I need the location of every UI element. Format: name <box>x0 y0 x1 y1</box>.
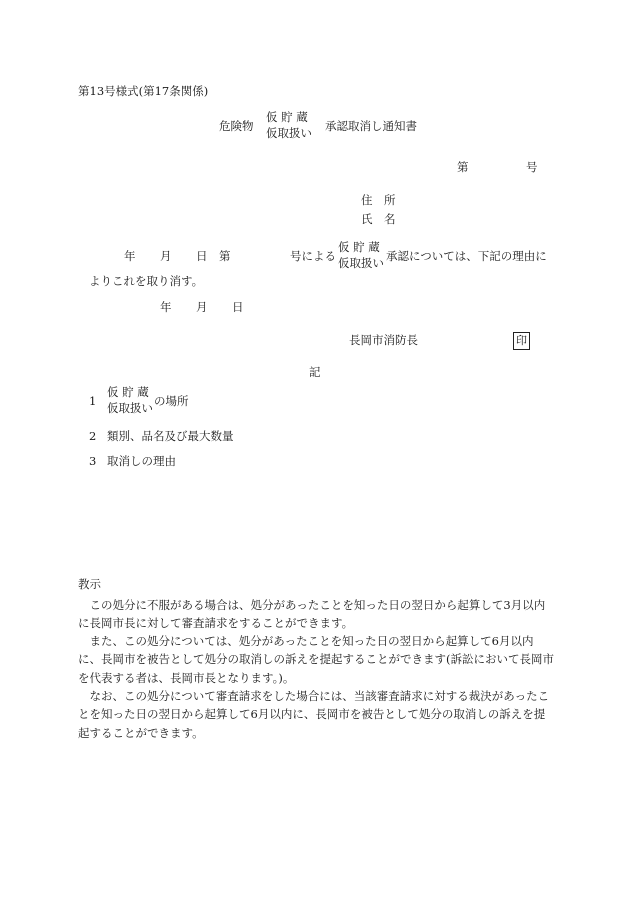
address-label: 住 所 <box>361 193 396 207</box>
body-day: 日 <box>196 249 208 263</box>
doc-number-dai: 第 <box>457 160 469 174</box>
issue-month: 月 <box>196 300 208 314</box>
notice-paragraph-3: なお、この処分について審査請求をした場合には、当該審査請求に対する裁決があったことを知った日の翌日から起算して6月以内に、長岡市を被告として処分の取消しの訴えを提起することができます。 <box>78 689 550 740</box>
ki-heading: 記 <box>309 365 321 379</box>
title-suffix: 承認取消し通知書 <box>325 119 417 133</box>
body-option-bottom: 仮取扱い <box>338 255 384 270</box>
title-option-bottom: 仮取扱い <box>266 125 312 140</box>
item-2-text: 類別、品名及び最大数量 <box>107 429 234 443</box>
title-prefix: 危険物 <box>219 119 254 133</box>
item-2-number: 2 <box>89 429 97 443</box>
notice-paragraph-1: この処分に不服がある場合は、処分があったことを知った日の翌日から起算して3月以内に長岡市長に対して審査請求をすることができます。 <box>78 598 546 631</box>
notice-heading: 教示 <box>78 577 101 591</box>
body-go-niyoru: 号による <box>290 249 336 263</box>
item-3-number: 3 <box>89 454 97 468</box>
title-options <box>266 112 312 139</box>
body-line2: よりこれを取り消す。 <box>89 274 204 288</box>
body-year: 年 <box>124 249 136 263</box>
item-3-text: 取消しの理由 <box>107 454 176 468</box>
issuer-title: 長岡市消防長 <box>349 333 418 347</box>
doc-number-go: 号 <box>526 160 538 174</box>
item-1-text: の場所 <box>154 394 189 408</box>
seal-box: 印 <box>513 332 530 350</box>
body-option-top: 仮 貯 蔵 <box>338 240 380 254</box>
item-1-number: 1 <box>89 394 97 408</box>
body-options <box>338 242 384 269</box>
body-dai: 第 <box>219 249 231 263</box>
form-number: 第13号様式(第17条関係) <box>78 84 209 98</box>
notice-paragraph-2: また、この処分については、処分があったことを知った日の翌日から起算して6月以内に、長岡市を被告として処分の取消しの訴えを提起することができます(訴訟において長岡市を代表する者は、長岡市長となります。)。 <box>78 634 554 685</box>
body-after: 承認については、下記の理由に <box>386 249 547 263</box>
title-option-top: 仮 貯 蔵 <box>266 110 308 124</box>
name-label: 氏 名 <box>361 212 396 226</box>
item-1-option-bottom: 仮取扱い <box>107 400 153 415</box>
issue-day: 日 <box>232 300 244 314</box>
body-month: 月 <box>160 249 172 263</box>
item-1-option-top: 仮 貯 蔵 <box>107 385 149 399</box>
item-1-options <box>107 387 153 414</box>
issue-year: 年 <box>160 300 172 314</box>
